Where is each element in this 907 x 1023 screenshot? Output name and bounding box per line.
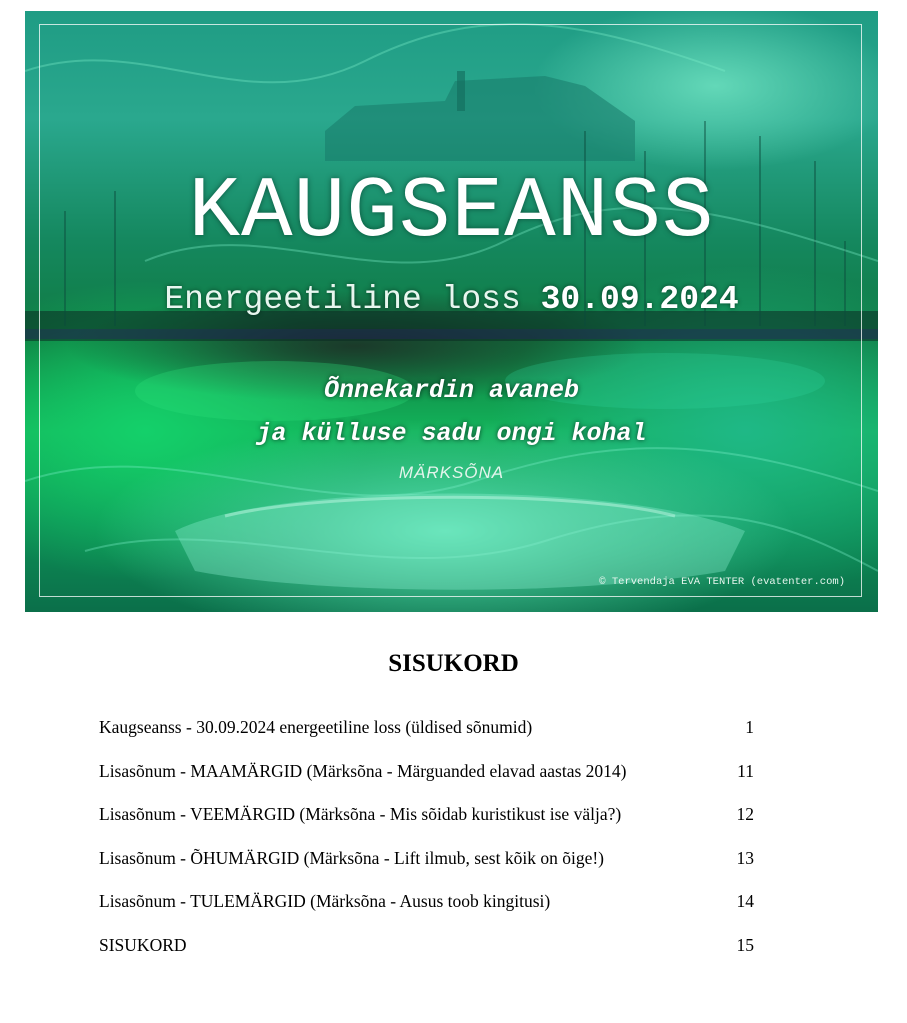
toc-entry-title: Kaugseanss - 30.09.2024 energeetiline loss (üldised sõnumid): [99, 717, 533, 737]
toc-entry-title: Lisasõnum - VEEMÄRGID (Märksõna - Mis sõidab kuristikust ise välja?): [99, 804, 622, 824]
copyright-notice: © Tervendaja EVA TENTER (evatenter.com): [599, 576, 845, 588]
keyword-label: MÄRKSÕNA: [398, 463, 505, 482]
toc-entry[interactable]: [99, 933, 754, 957]
toc-entry-title: SISUKORD: [99, 935, 187, 955]
toc-heading: SISUKORD: [388, 650, 519, 677]
cover-banner: [25, 11, 878, 612]
toc-entry-page: 1: [745, 717, 754, 737]
subtitle-text: Energeetiline loss: [164, 281, 521, 318]
cover-subtitle: [25, 283, 878, 316]
toc-entry-page: 14: [736, 891, 754, 911]
toc-entry[interactable]: [99, 802, 754, 826]
quote-line-1: Õnnekardin avaneb: [323, 376, 580, 405]
quote-line-2: ja külluse sadu ongi kohal: [256, 419, 647, 448]
toc-entry[interactable]: [99, 889, 754, 913]
toc-entry[interactable]: [99, 715, 754, 739]
toc-entry-title: Lisasõnum - TULEMÄRGID (Märksõna - Ausus toob kingitusi): [99, 891, 551, 911]
toc-entry-title: Lisasõnum - MAAMÄRGID (Märksõna - Märguanded elavad aastas 2014): [99, 761, 627, 781]
toc-entry-page: 15: [736, 935, 754, 955]
toc-entry-page: 11: [737, 761, 754, 781]
toc-entry[interactable]: [99, 846, 754, 870]
toc-entry-page: 13: [736, 848, 754, 868]
cover-title: KAUGSEANSS: [188, 163, 715, 261]
toc-entry-page: 12: [736, 804, 754, 824]
subtitle-date: 30.09.2024: [540, 281, 739, 318]
toc-entry-title: Lisasõnum - ÕHUMÄRGID (Märksõna - Lift ilmub, sest kõik on õige!): [99, 848, 605, 868]
toc-entry[interactable]: [99, 759, 754, 783]
